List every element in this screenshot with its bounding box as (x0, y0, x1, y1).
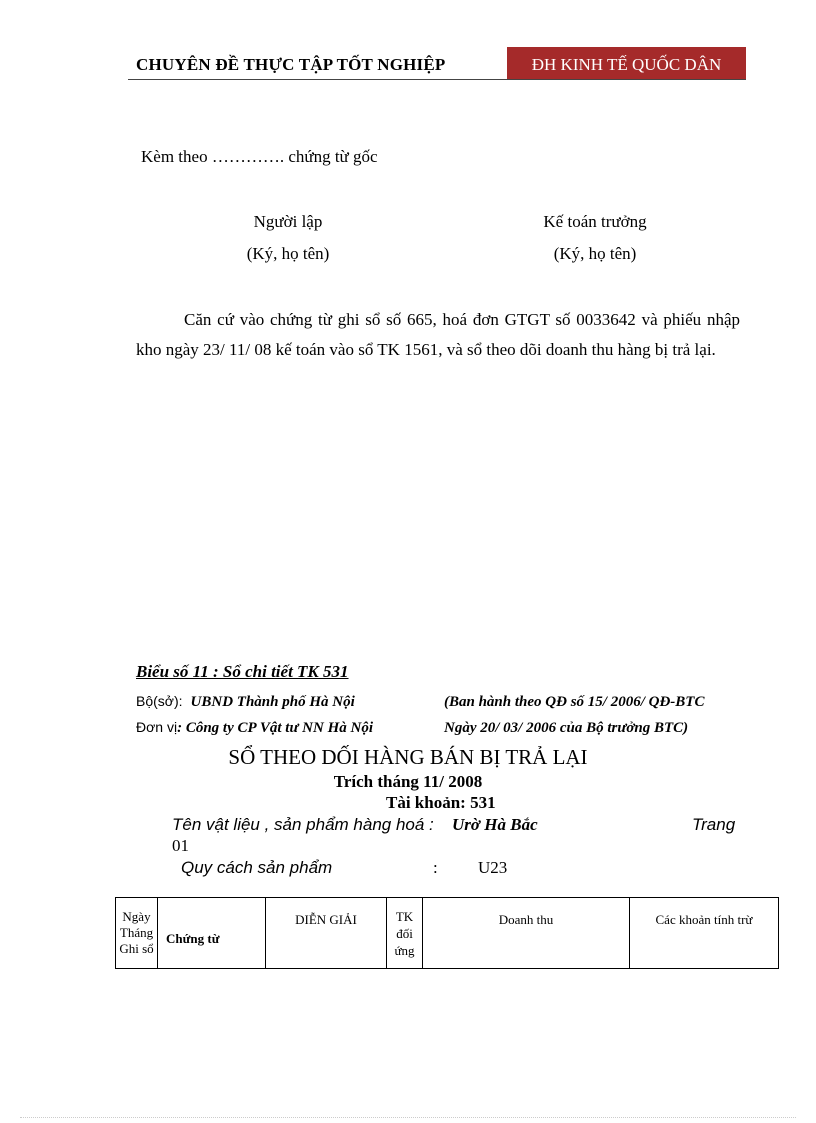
table-header-row (116, 898, 779, 969)
section-heading: Biểu số 11 : Sổ chi tiết TK 531 (136, 662, 349, 681)
header-title: CHUYÊN ĐỀ THỰC TẬP TỐT NGHIỆP (136, 55, 446, 74)
col-header-revenue (423, 898, 630, 969)
ministry-line (136, 693, 355, 711)
header-badge: ĐH KINH TẾ QUỐC DÂN (507, 47, 746, 80)
col-header-date (116, 898, 158, 969)
signer-role-right: Kế toán trưởng (543, 212, 647, 231)
spec-label: Quy cách sản phẩm (181, 858, 333, 877)
page-bottom-rule (20, 1117, 796, 1118)
col-header-date-line-1: Ngày (122, 909, 151, 924)
ledger-title: SỔ THEO DỐI HÀNG BÁN BỊ TRẢ LẠI (228, 745, 588, 769)
spec-value: U23 (478, 858, 508, 877)
ledger-period: Trích tháng 11/ 2008 (333, 772, 483, 791)
ministry-label: Bộ(sở): (136, 693, 183, 709)
ledger-account: Tài khoản: 531 (386, 793, 496, 812)
col-header-revenue-label: Doanh thu (498, 912, 554, 927)
product-label: Tên vật liệu , sản phẩm hàng hoá : (172, 815, 434, 834)
regulation-line-1: (Ban hành theo QĐ số 15/ 2006/ QĐ-BTC (444, 694, 705, 710)
ledger-table (115, 897, 779, 969)
unit-value: : Công ty CP Vật tư NN Hà Nội (177, 720, 374, 736)
col-header-date-line-2: Tháng (119, 925, 154, 940)
col-header-tk-line-2: đối (396, 925, 413, 941)
col-header-contra-account (387, 898, 423, 969)
regulation-line-2: Ngày 20/ 03/ 2006 của Bộ trưởng BTC) (444, 720, 689, 736)
col-header-tk-line-1: TK (395, 908, 414, 924)
col-header-voucher-label: Chứng từ (166, 931, 220, 946)
page-label: Trang (692, 815, 736, 834)
product-value: Urờ Hà Bắc (452, 815, 538, 834)
signer-role-left: Người lập (253, 212, 323, 231)
col-header-voucher (158, 898, 266, 969)
spec-colon: : (433, 858, 438, 877)
col-header-deductions-label: Các khoản tính trừ (655, 912, 753, 927)
unit-line (136, 719, 373, 737)
col-header-description (266, 898, 387, 969)
col-header-deductions (630, 898, 779, 969)
header-divider (128, 79, 746, 80)
signer-note-left: (Ký, họ tên) (246, 244, 330, 263)
col-header-date-line-3: Ghi sổ (119, 941, 154, 956)
signer-note-right: (Ký, họ tên) (553, 244, 637, 263)
page-number: 01 (172, 836, 189, 855)
col-header-description-label: DIỄN GIẢI (295, 912, 357, 927)
attachment-line: Kèm theo …………. chứng từ gốc (141, 147, 378, 166)
col-header-tk-line-3: ứng (394, 942, 415, 958)
body-paragraph: Căn cứ vào chứng từ ghi sổ số 665, hoá đơn GTGT số 0033642 và phiếu nhập kho ngày 23/ 11/ 08 kế toán vào sổ TK 1561, và sổ theo dõi doanh thu hàng bị trả lại. (136, 310, 740, 359)
ministry-value: UBND Thành phố Hà Nội (190, 694, 355, 710)
unit-label: Đơn vị (136, 719, 178, 735)
